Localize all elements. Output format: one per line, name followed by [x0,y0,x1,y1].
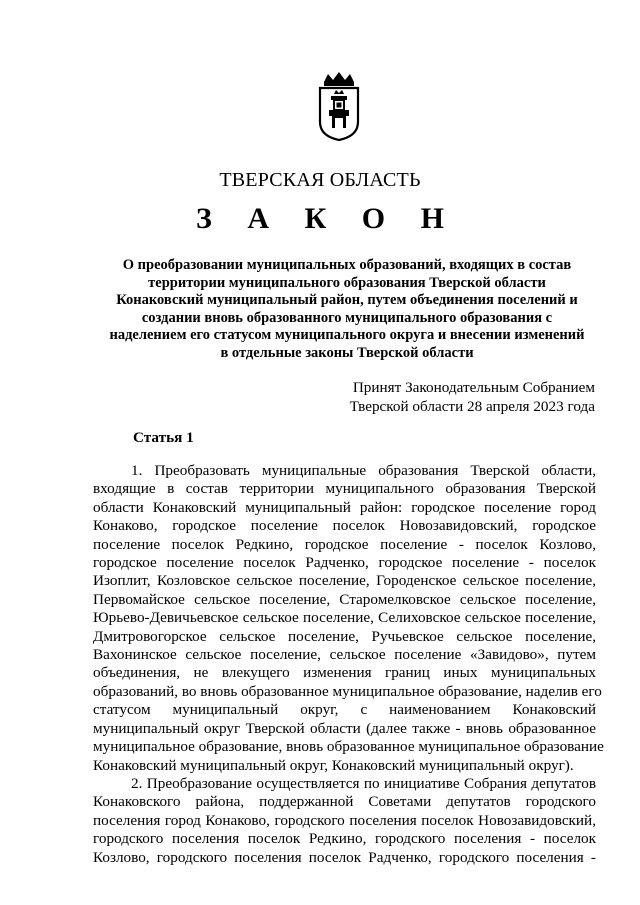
paragraph-line: области Конаковский муниципальный район: городское поселение город [93,498,596,516]
paragraph-line: Изоплит, Козловское сельское поселение, Городенское сельское поселение, [93,572,596,590]
adoption-line: Тверской области 28 апреля 2023 года [349,398,595,415]
paragraph-line: Вахонинское сельское поселение, сельское поселение «Завидово», путем [93,646,596,664]
adoption-line: Принят Законодательным Собранием [352,379,595,396]
article-heading: Статья 1 [133,429,194,446]
title-line: Конаковский муниципальный район, путем объединения поселений и [116,292,578,309]
title-line: территории муниципального образования Тверской области [148,274,546,291]
paragraph-line: Козлово, городского поселения поселок Радченко, городского поселения - [93,848,596,866]
paragraph-line: Первомайское сельское поселение, Старомелковское сельское поселение, [93,590,596,608]
paragraph-line: городское поселение поселок Радченко, городское поселение - поселок [93,554,596,572]
paragraph-line: Конаковский муниципальный округ, Конаковский муниципальный округ). [93,756,574,774]
coat-of-arms-icon [316,70,362,142]
adoption-note [350,378,595,416]
region-name: ТВЕРСКАЯ ОБЛАСТЬ [219,169,421,191]
law-title [92,257,602,363]
paragraph-line: 1. Преобразовать муниципальные образования Тверской области, [131,462,596,479]
paragraph-line: Дмитровогорское сельское поселение, Ручьевское сельское поселение, [93,627,596,645]
paragraph-line: Конаковского района, поддержанной Советами депутатов городского [93,793,596,811]
article-body [93,462,604,867]
paragraph-line: поселения город Конаково, городского поселения поселок Новозавидовский, [93,811,596,829]
paragraph-line: муниципальное образование, вновь образованное муниципальное образование [93,738,604,756]
paragraph-line: Конаково, городское поселение поселок Новозавидовский, городское [93,517,596,535]
document-type: З А К О Н [196,202,458,235]
title-line: в отдельные законы Тверской области [220,344,474,361]
paragraph-line: городского поселения поселок Редкино, городского поселения - поселок [93,830,596,848]
paragraph-line: образований, во вновь образованное муниципальное образование, наделив его [93,682,602,700]
paragraph-line: входящие в состав территории муниципального образования Тверской [93,480,596,498]
paragraph-line: 2. Преобразование осуществляется по инициативе Собрания депутатов [131,774,596,792]
title-line: О преобразовании муниципальных образований, входящих в состав [122,257,572,273]
paragraph-line: объединения, не влекущего изменения границ иных муниципальных [93,664,596,682]
title-line: создании вновь образованного муниципального образования с [141,309,553,326]
title-line: наделением его статусом муниципального округа и внесении изменений [109,327,585,344]
paragraph-line: Юрьево-Девичьевское сельское поселение, Селиховское сельское поселение, [93,609,596,627]
paragraph-line: поселение поселок Редкино, городское поселение - поселок Козлово, [93,535,596,553]
paragraph-line: статусом муниципальный округ, с наименованием Конаковский [93,701,596,719]
paragraph-line: муниципальный округ Тверской области (далее также - вновь образованное [93,719,596,737]
